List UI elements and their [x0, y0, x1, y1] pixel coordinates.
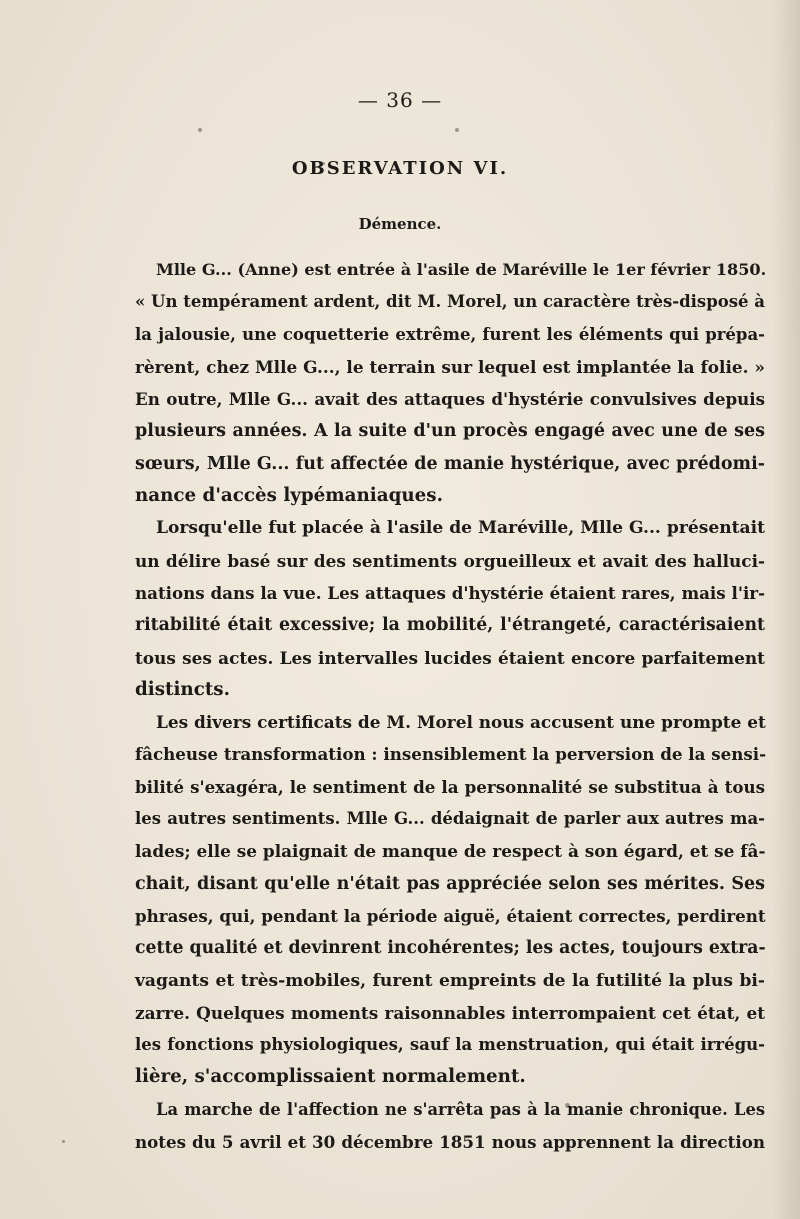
text-line: plusieurs années. A la suite d'un procès engagé avec une de ses [135, 421, 765, 442]
text-line: « Un tempérament ardent, dit M. Morel, un caractère très-disposé à [135, 292, 765, 312]
text-line: bilité s'exagéra, le sentiment de la personnalité se substitua à tous [135, 776, 765, 797]
text-line: phrases, qui, pendant la période aiguë, étaient correctes, perdirent [135, 905, 766, 926]
body-text [135, 254, 765, 1158]
text-line: nance d'accès lypémaniaques. [135, 485, 443, 507]
ink-speck [198, 128, 202, 132]
ink-speck [62, 1140, 65, 1143]
text-line: zarre. Quelques moments raisonnables interrompaient cet état, et [135, 1002, 765, 1023]
text-line: notes du 5 avril et 30 décembre 1851 nous apprennent la direction [135, 1132, 765, 1153]
text-line: Lorsqu'elle fut placée à l'asile de Maréville, Mlle G... présentait [156, 518, 765, 539]
text-line: ritabilité était excessive; la mobilité, l'étrangeté, caractérisaient [135, 615, 765, 636]
text-line: les autres sentiments. Mlle G... dédaignait de parler aux autres ma- [135, 809, 765, 829]
text-line: La marche de l'affection ne s'arrêta pas à la manie chronique. Les [156, 1099, 765, 1119]
text-line: vagants et très-mobiles, furent empreints de la futilité la plus bi- [135, 970, 765, 991]
ink-speck [455, 128, 459, 132]
text-line: fâcheuse transformation : insensiblement la perversion de la sensi- [135, 744, 767, 765]
text-line: lades; elle se plaignait de manque de respect à son égard, et se fâ- [135, 841, 766, 862]
text-line: sœurs, Mlle G... fut affectée de manie hystérique, avec prédomi- [135, 453, 765, 474]
text-line: lière, s'accomplissaient normalement. [135, 1066, 526, 1088]
section-subheading: Démence. [358, 215, 442, 233]
page-number: — 36 — [357, 88, 443, 112]
text-line: tous ses actes. Les intervalles lucides étaient encore parfaitement [135, 647, 765, 668]
text-line: rèrent, chez Mlle G..., le terrain sur lequel est implantée la folie. » [135, 356, 765, 377]
text-line: les fonctions physiologiques, sauf la menstruation, qui était irrégu- [135, 1035, 765, 1055]
text-line: Les divers certificats de M. Morel nous accusent une prompte et [156, 712, 766, 733]
text-line: En outre, Mlle G... avait des attaques d'hystérie convulsives depuis [135, 389, 765, 410]
text-line: cette qualité et devinrent incohérentes; les actes, toujours extra- [135, 938, 766, 959]
text-line: nations dans la vue. Les attaques d'hystérie étaient rares, mais l'ir- [135, 582, 765, 603]
observation-heading: OBSERVATION VI. [291, 158, 509, 179]
text-line: chait, disant qu'elle n'était pas appréciée selon ses mérites. Ses [135, 873, 765, 894]
text-line: distincts. [135, 678, 230, 700]
text-line: un délire basé sur des sentiments orgueilleux et avait des halluci- [135, 550, 765, 571]
text-line: la jalousie, une coquetterie extrême, furent les éléments qui prépa- [135, 324, 765, 344]
page-edge-shadow [772, 0, 800, 1219]
text-line: Mlle G... (Anne) est entrée à l'asile de Maréville le 1er février 1850. [156, 260, 767, 279]
